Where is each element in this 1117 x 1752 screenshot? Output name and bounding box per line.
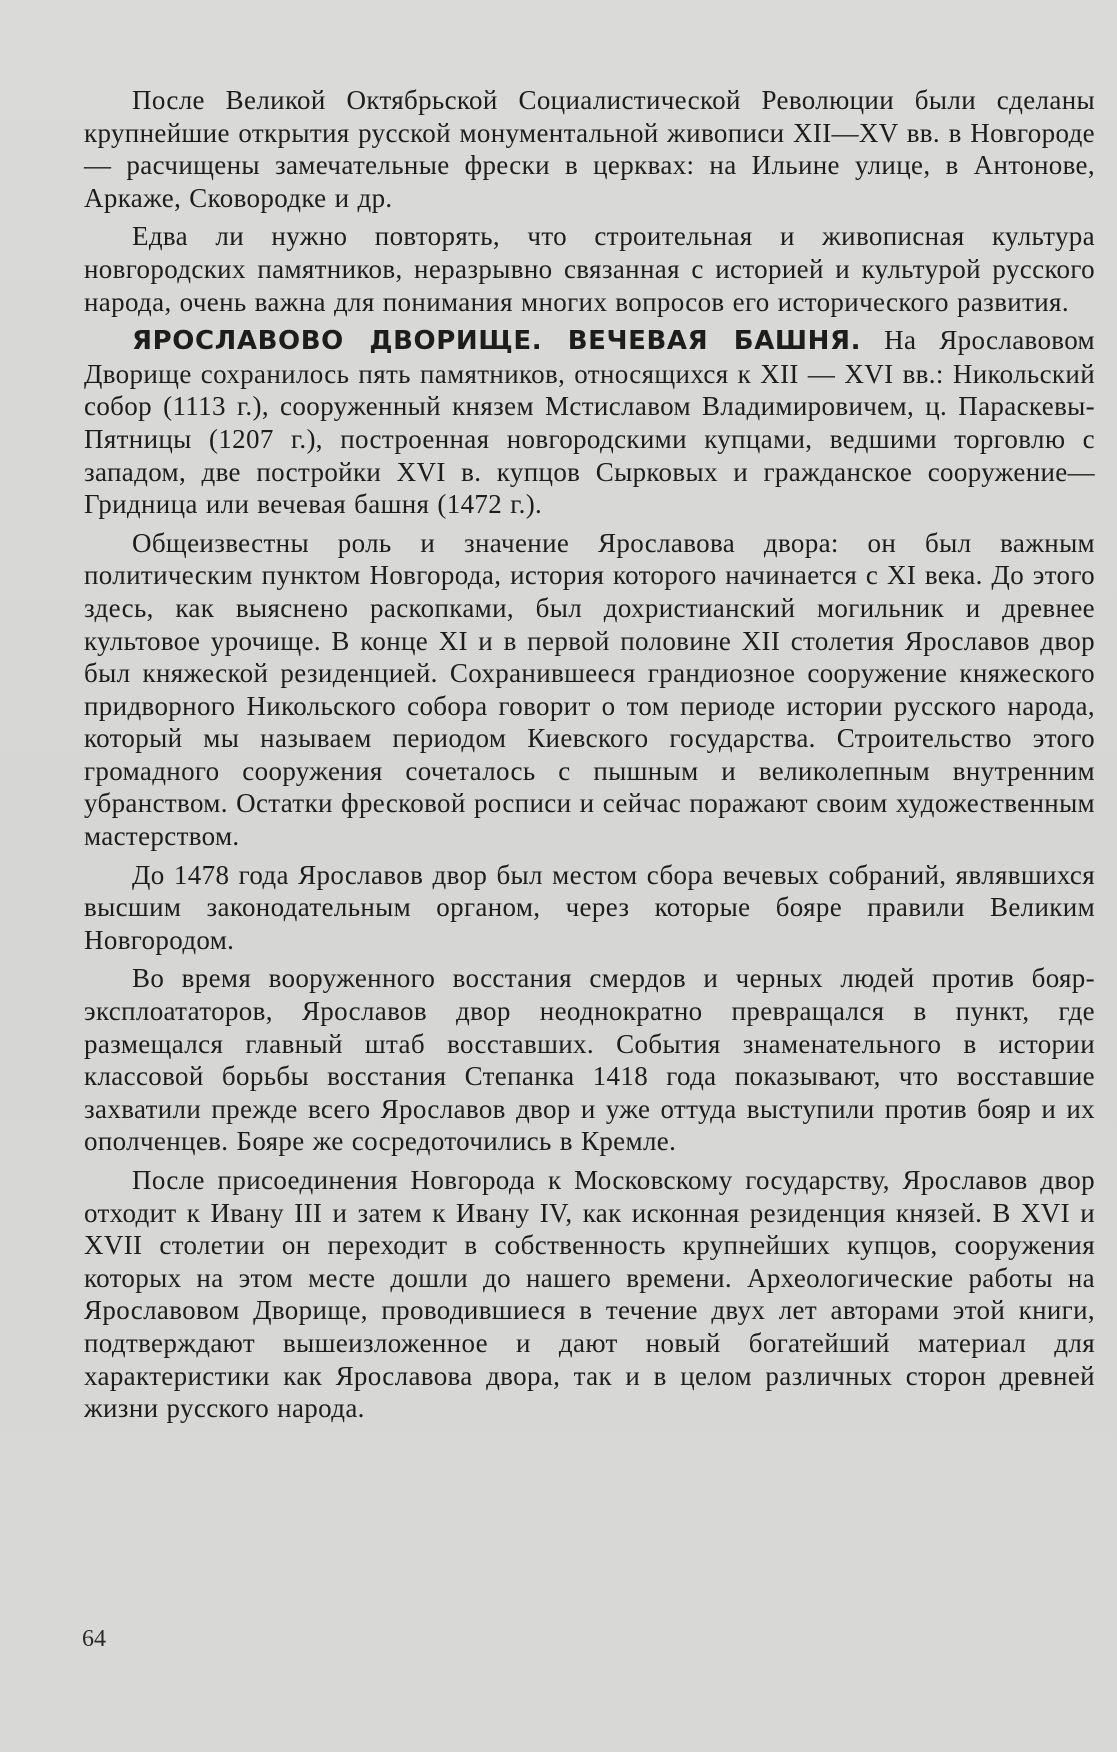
paragraph-text: На Ярославовом Дворище сохранилось пять памятников, относящихся к XII — XVI вв.: Никольский собор (1113 г.), сооруженный князем Мстиславом Владимировичем, ц. Параскевы-Пятницы (1207 г.), построенная новгородскими купцами, ведшими торговлю с западом, две постройки XVI в. купцов Сырковых и гражданское сооружение—Гридница или вечевая башня (1472 г.).	[84, 325, 1095, 520]
page-number: 64	[82, 1626, 106, 1652]
paragraph-5	[84, 859, 1095, 957]
paragraph-1	[84, 84, 1095, 214]
paragraph-3	[84, 324, 1095, 521]
body-text	[84, 84, 1095, 1431]
paragraph-6	[84, 962, 1095, 1158]
paragraph-text: После присоединения Новгорода к Московскому государству, Ярославов двор отходит к Ивану III и затем к Ивану IV, как исконная резиденция князей. В XVI и XVII столетии он переходит в собственность крупнейших купцов, сооружения которых на этом месте дошли до нашего времени. Археологические работы на Ярославовом Дворище, проводившиеся в течение двух лет авторами этой книги, подтверждают вышеизложенное и дают новый богатейший материал для характеристики как Ярославова двора, так и в целом различных сторон древней жизни русского народа.	[84, 1165, 1095, 1424]
paragraph-7	[84, 1164, 1095, 1425]
paragraph-text: Общеизвестны роль и значение Ярославова двора: он был важным политическим пунктом Новгорода, история которого начинается с XI века. До этого здесь, как выяснено раскопками, был дохристианский могильник и древнее культовое урочище. В конце XI и в первой половине XII столетия Ярославов двор был княжеской резиденцией. Сохранившееся грандиозное сооружение княжеского придворного Никольского собора говорит о том периоде истории русского народа, который мы называем периодом Киевского государства. Строительство этого громадного сооружения сочеталось с пышным и великолепным внутренним убранством. Остатки фресковой росписи и сейчас поражают своим художественным мастерством.	[84, 527, 1095, 852]
paragraph-4	[84, 527, 1095, 853]
paragraph-text: Во время вооруженного восстания смердов и черных людей против бояр-эксплоататоров, Ярославов двор неоднократно превращался в пункт, где размещался главный штаб восставших. События знаменательного в истории классовой борьбы восстания Степанка 1418 года показывают, что восставшие захватили прежде всего Ярославов двор и уже оттуда выступили против бояр и их ополченцев. Бояре же сосредоточились в Кремле.	[84, 963, 1095, 1157]
paragraph-text: До 1478 года Ярославов двор был местом сбора вечевых собраний, являвшихся высшим законодательным органом, через которые бояре правили Великим Новгородом.	[84, 859, 1095, 955]
paragraph-text: Едва ли нужно повторять, что строительная и живописная культура новгородских памятников, неразрывно связанная с историей и культурой русского народа, очень важна для понимания многих вопросов его исторического развития.	[84, 221, 1095, 317]
section-heading: ЯРОСЛАВОВО ДВОРИЩЕ. ВЕЧЕВАЯ БАШНЯ.	[132, 326, 862, 357]
paragraph-2	[84, 220, 1095, 318]
paragraph-text: После Великой Октябрьской Социалистической Революции были сделаны крупнейшие открытия русской монументальной живописи XII—XV вв. в Новгороде — расчищены замечательные фрески в церквах: на Ильине улице, в Антонове, Аркаже, Сковородке и др.	[84, 85, 1095, 213]
